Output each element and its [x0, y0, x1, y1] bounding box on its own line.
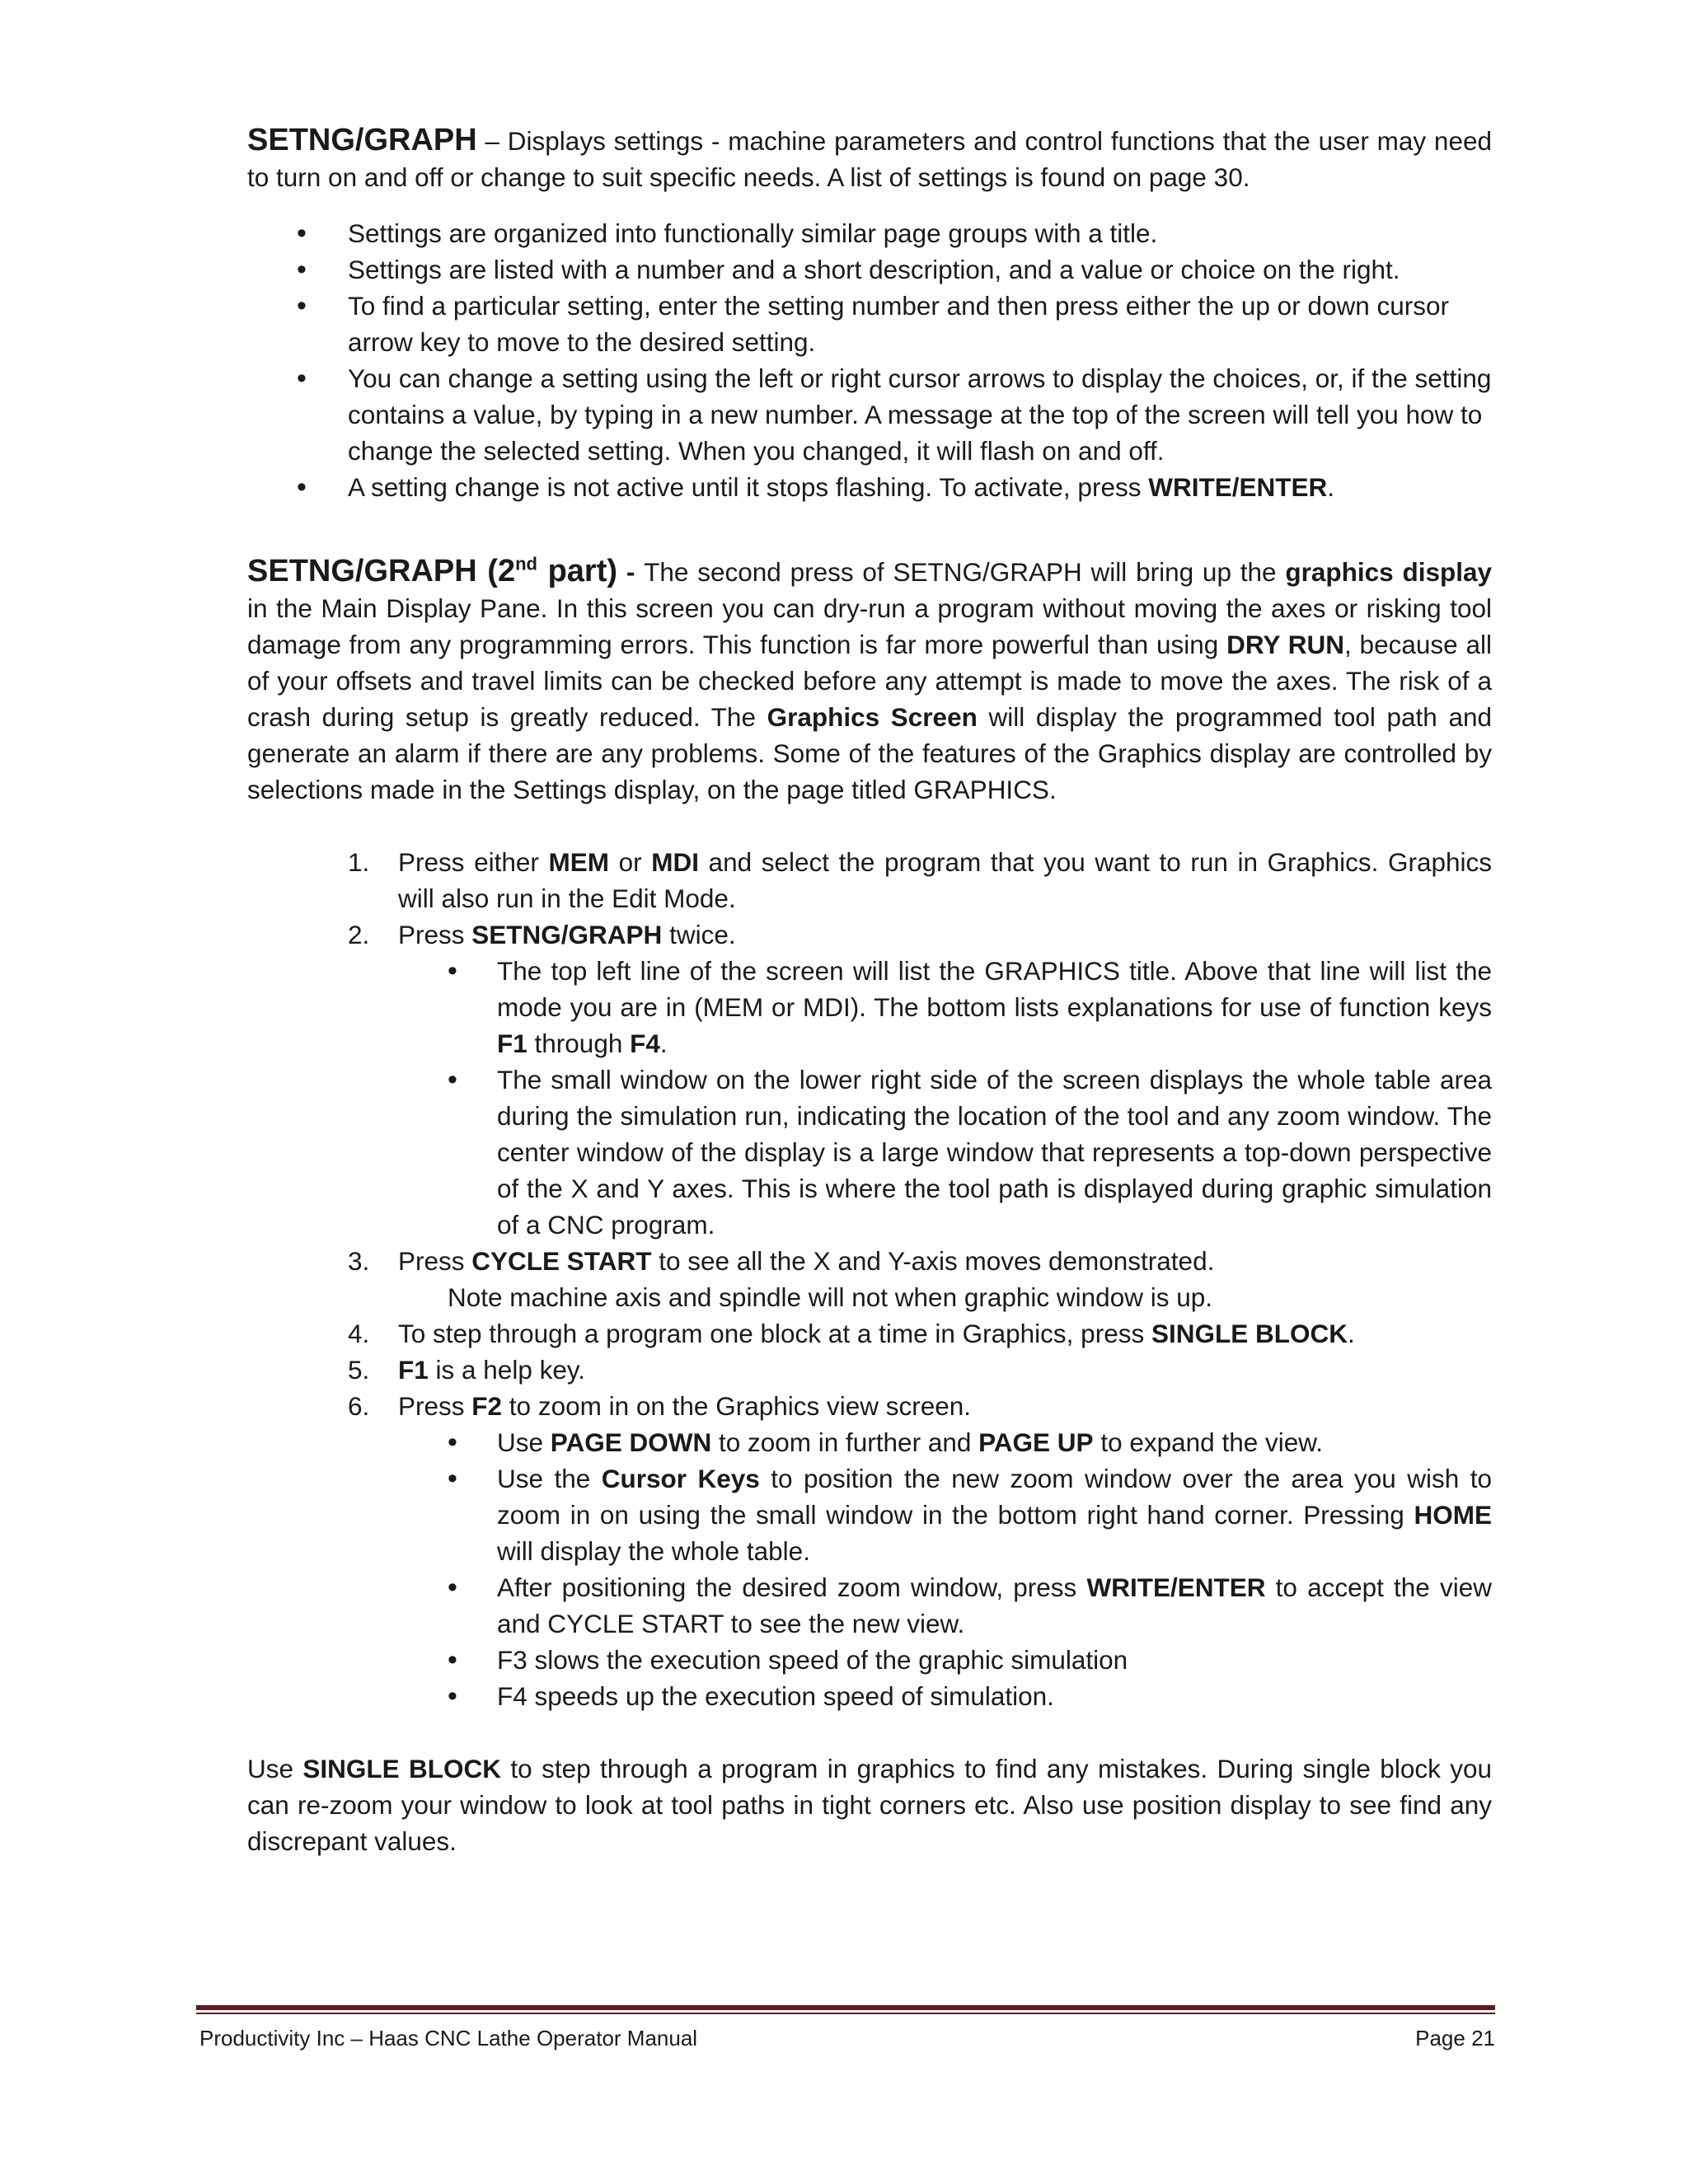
list-item: • After positioning the desired zoom window, press WRITE/ENTER to accept the view and CYCLE START to see the new view.	[247, 1569, 1492, 1642]
footer-page-number: Page 21	[1415, 2026, 1495, 2050]
list-item: • Settings are listed with a number and a short description, and a value or choice on the right.	[247, 251, 1492, 288]
step-3: 3. Press CYCLE START to see all the X and Y-axis moves demonstrated.	[348, 1246, 1215, 1276]
list-item: • F4 speeds up the execution speed of simulation.	[247, 1678, 1492, 1714]
step-5: 5. F1 is a help key.	[348, 1355, 586, 1385]
step-2-sub-bullets	[247, 953, 1492, 1243]
graphics-steps-list-cont2	[247, 1315, 1492, 1424]
section-heading-setng-graph: SETNG/GRAPH	[247, 123, 477, 157]
list-item: • To find a particular setting, enter the setting number and then press either the up or down cursor arrow key to move to the desired setting.	[247, 288, 1492, 360]
list-item: • Use the Cursor Keys to position the new zoom window over the area you wish to zoom in on using the small window in the bottom right hand corner. Pressing HOME will display the whole table.	[247, 1460, 1492, 1569]
step-6-sub-bullets	[247, 1424, 1492, 1714]
step-1: 1. Press either MEM or MDI and select the program that you want to run in Graphics. Graphics will also run in the Edit Mode.	[348, 847, 1492, 913]
step-3-note: Note machine axis and spindle will not when graphic window is up.	[448, 1282, 1213, 1312]
footer-rule-thin	[196, 2013, 1495, 2014]
section-heading-second-part: SETNG/GRAPH (2nd part)	[247, 553, 618, 588]
graphics-steps-list-cont	[247, 1243, 1492, 1279]
step-6: 6. Press F2 to zoom in on the Graphics view screen.	[348, 1391, 972, 1421]
closing-paragraph: Use SINGLE BLOCK to step through a program in graphics to find any mistakes. During single block you can re-zoom your window to look at tool paths in tight corners etc. Also use position display to see find any discrepant values.	[247, 1754, 1493, 1856]
list-item: • Use PAGE DOWN to zoom in further and PAGE UP to expand the view.	[247, 1424, 1492, 1460]
step-2: 2. Press SETNG/GRAPH twice.	[348, 920, 736, 949]
setng-graph-intro: SETNG/GRAPH – Displays settings - machine parameters and control functions that the user may need to turn on and off or change to suit specific needs. A list of settings is found on page 30.	[247, 123, 1492, 192]
list-item: • A setting change is not active until it stops flashing. To activate, press WRITE/ENTER.	[247, 469, 1492, 505]
list-item: • You can change a setting using the left or right cursor arrows to display the choices, or, if the setting contains a value, by typing in a new number. A message at the top of the screen will tell you how to change the selected setting. When you changed, it will flash on and off.	[247, 360, 1492, 469]
settings-bullet-list	[247, 215, 1492, 505]
footer-manual-title: Productivity Inc – Haas CNC Lathe Operator Manual	[199, 2026, 698, 2050]
list-item: • The small window on the lower right side of the screen displays the whole table area during the simulation run, indicating the location of the tool and any zoom window. The center window of the display is a large window that represents a top-down perspective of the X and Y axes. This is where the tool path is displayed during graphic simulation of a CNC program.	[247, 1062, 1492, 1243]
list-item: • The top left line of the screen will list the GRAPHICS title. Above that line will list the mode you are in (MEM or MDI). The bottom lists explanations for use of function keys F1 through F4.	[247, 953, 1492, 1062]
page-content	[247, 122, 1492, 1859]
list-item: • F3 slows the execution speed of the graphic simulation	[247, 1642, 1492, 1678]
setng-graph-second-part: SETNG/GRAPH (2nd part) - The second press of SETNG/GRAPH will bring up the graphics display in the Main Display Pane. In this screen you can dry-run a program without moving the axes or risking tool damage from any programming errors. This function is far more powerful than using DRY RUN, because all of your offsets and travel limits can be checked before any attempt is made to move the axes. The risk of a crash during setup is greatly reduced. The Graphics Screen will display the programmed tool path and generate an alarm if there are any problems. Some of the features of the Graphics display are controlled by selections made in the Settings display, on the page titled GRAPHICS.	[247, 553, 1492, 804]
graphics-steps-list	[247, 844, 1492, 953]
step-4: 4. To step through a program one block at a time in Graphics, press SINGLE BLOCK.	[348, 1319, 1355, 1348]
list-item: • Settings are organized into functionally similar page groups with a title.	[247, 215, 1492, 251]
footer-rule	[196, 2005, 1495, 2010]
